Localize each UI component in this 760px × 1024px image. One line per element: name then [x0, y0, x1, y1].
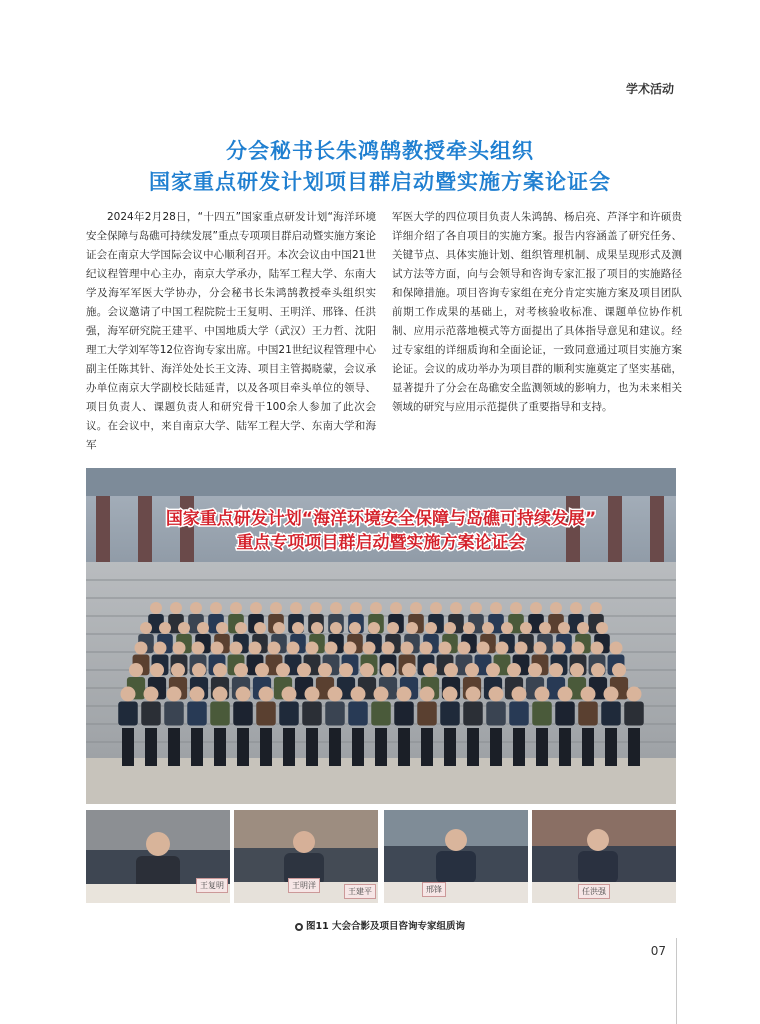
- expert-photo-4: [532, 810, 676, 903]
- crowd-person-head: [510, 602, 522, 614]
- crowd-person-head: [197, 622, 209, 634]
- crowd-person-legs: [191, 728, 203, 766]
- crowd-person-head: [328, 687, 343, 702]
- crowd-person-head: [439, 642, 452, 655]
- crowd-person-head: [572, 642, 585, 655]
- crowd-person-legs: [421, 728, 433, 766]
- crowd-person-head: [402, 663, 416, 677]
- crowd-person-legs: [605, 728, 617, 766]
- crowd-person-legs: [352, 728, 364, 766]
- crowd-person-head: [339, 663, 353, 677]
- crowd-person-head: [507, 663, 521, 677]
- crowd-person-head: [390, 602, 402, 614]
- crowd-person-head: [330, 602, 342, 614]
- crowd-person-head: [170, 602, 182, 614]
- crowd-person-head: [363, 642, 376, 655]
- crowd-person-head: [539, 622, 551, 634]
- crowd-person-head: [318, 663, 332, 677]
- crowd-person-head: [465, 663, 479, 677]
- crowd-person-head: [360, 663, 374, 677]
- crowd-person-head: [596, 622, 608, 634]
- crowd-person-head: [612, 663, 626, 677]
- crowd-person-head: [443, 687, 458, 702]
- expert-photo-2: [234, 810, 378, 903]
- crowd-person-head: [381, 663, 395, 677]
- crowd-person-legs: [490, 728, 502, 766]
- crowd-person-head: [401, 642, 414, 655]
- crowd-person-head: [558, 687, 573, 702]
- crowd-person-head: [482, 622, 494, 634]
- crowd-person-legs: [145, 728, 157, 766]
- crowd-person-head: [581, 687, 596, 702]
- crowd-person-head: [129, 663, 143, 677]
- banner-line-1: 国家重点研发计划“海洋环境安全保障与岛礁可持续发展”: [165, 509, 597, 529]
- crowd-person-head: [368, 622, 380, 634]
- name-card: 任洪强: [578, 884, 610, 899]
- crowd-person-head: [190, 602, 202, 614]
- crowd-person-head: [192, 663, 206, 677]
- crowd-person-body: [601, 702, 621, 726]
- article-column-left: 2024年2月28日，“十四五”国家重点研发计划“海洋环境安全保障与岛礁可持续发展”重点专项项目群启动暨实施方案论证会在南京大学国际会议中心顺利召开。本次会议由中国21世纪议程管理中心主办，南京大学承办，陆军工程大学、东南大学及海军军医大学协办，分会秘书长朱鸿鹄教授牵头组织实施。会议邀请了中国工程院院士王复明、王明洋、邢锋、任洪强，海军研究院王建平、中国地质大学（武汉）王力哲、沈阳理工大学刘军等12位咨询专家出席。中国21世纪议程管理中心副主任陈其针、海洋处处长王文涛、项目主管揭晓蒙，会议承办单位南京大学副校长陆延青，以及各项目牵头单位的领导、项目负责人、课题负责人和研究骨干100余人参加了此次会议。在会议中，来自南京大学、陆军工程大学、东南大学和海军: [86, 211, 376, 451]
- crowd-person-head: [496, 642, 509, 655]
- crowd-person-head: [259, 687, 274, 702]
- crowd-person-legs: [329, 728, 341, 766]
- crowd-person-legs: [513, 728, 525, 766]
- crowd-person-body: [210, 702, 230, 726]
- name-card: 王明洋: [288, 878, 320, 893]
- name-card: 邢锋: [422, 882, 446, 897]
- crowd-person-head: [230, 642, 243, 655]
- crowd-person-head: [250, 602, 262, 614]
- crowd-person-head: [167, 687, 182, 702]
- crowd-person-head: [477, 642, 490, 655]
- crowd-person-head: [520, 622, 532, 634]
- crowd-person-head: [553, 642, 566, 655]
- crowd-person-head: [591, 642, 604, 655]
- crowd-person-head: [406, 622, 418, 634]
- crowd-person-head: [463, 622, 475, 634]
- crowd-person-head: [444, 622, 456, 634]
- crowd-person-legs: [122, 728, 134, 766]
- crowd-person-legs: [559, 728, 571, 766]
- crowd-person-head: [501, 622, 513, 634]
- crowd-person-head: [534, 642, 547, 655]
- crowd-person-head: [325, 642, 338, 655]
- crowd-person-head: [351, 687, 366, 702]
- crowd-person-head: [344, 642, 357, 655]
- group-photo: [86, 468, 676, 804]
- crowd-person-head: [420, 642, 433, 655]
- crowd-person-body: [371, 702, 391, 726]
- crowd-person-head: [210, 602, 222, 614]
- crowd-person-head: [570, 663, 584, 677]
- crowd-person-legs: [260, 728, 272, 766]
- crowd-person-head: [591, 663, 605, 677]
- name-card: 王复明: [196, 878, 228, 893]
- crowd-person-body: [578, 702, 598, 726]
- crowd-person-body: [233, 702, 253, 726]
- crowd-person-body: [256, 702, 276, 726]
- crowd-person-head: [350, 602, 362, 614]
- crowd-person-head: [549, 663, 563, 677]
- crowd-person-legs: [467, 728, 479, 766]
- crowd-person-body: [187, 702, 207, 726]
- crowd-person-head: [604, 687, 619, 702]
- crowd-person-body: [486, 702, 506, 726]
- crowd-person-head: [410, 602, 422, 614]
- crowd-person-head: [450, 602, 462, 614]
- crowd-person-head: [382, 642, 395, 655]
- crowd-person-head: [577, 622, 589, 634]
- crowd-person-legs: [237, 728, 249, 766]
- crowd-person-head: [273, 622, 285, 634]
- crowd-person-head: [173, 642, 186, 655]
- title-line-2: 国家重点研发计划项目群启动暨实施方案论证会: [149, 170, 611, 194]
- title-line-1: 分会秘书长朱鸿鹄教授牵头组织: [226, 139, 534, 163]
- crowd-person-head: [374, 687, 389, 702]
- crowd-person-head: [387, 622, 399, 634]
- crowd-person-head: [305, 687, 320, 702]
- crowd-person-legs: [168, 728, 180, 766]
- crowd-person-head: [466, 687, 481, 702]
- crowd-person-head: [420, 687, 435, 702]
- crowd-person-head: [310, 602, 322, 614]
- figure-caption-text: 图11 大会合影及项目咨询专家组质询: [305, 921, 466, 932]
- crowd-person-head: [121, 687, 136, 702]
- crowd-person-head: [287, 642, 300, 655]
- crowd-person-legs: [375, 728, 387, 766]
- crowd-person-head: [558, 622, 570, 634]
- crowd-person-body: [509, 702, 529, 726]
- crowd-person-head: [397, 687, 412, 702]
- crowd-person-head: [255, 663, 269, 677]
- crowd-person-head: [290, 602, 302, 614]
- crowd-person-head: [192, 642, 205, 655]
- crowd-person-head: [444, 663, 458, 677]
- crowd-person-body: [394, 702, 414, 726]
- crowd-person-legs: [536, 728, 548, 766]
- crowd-person-body: [118, 702, 138, 726]
- crowd-person-head: [292, 622, 304, 634]
- crowd-person-head: [423, 663, 437, 677]
- crowd-person-legs: [283, 728, 295, 766]
- article-title: [80, 136, 680, 198]
- crowd-person-head: [230, 602, 242, 614]
- crowd-person-legs: [306, 728, 318, 766]
- crowd-person-head: [425, 622, 437, 634]
- crowd-person-head: [458, 642, 471, 655]
- crowd-person-body: [440, 702, 460, 726]
- crowd-person-head: [528, 663, 542, 677]
- crowd-person-head: [270, 602, 282, 614]
- crowd-person-body: [463, 702, 483, 726]
- crowd-person-head: [311, 622, 323, 634]
- expert-photo-3: [384, 810, 528, 903]
- crowd-person-head: [610, 642, 623, 655]
- name-card: 王建平: [344, 884, 376, 899]
- crowd-person-head: [135, 642, 148, 655]
- crowd-person-head: [530, 602, 542, 614]
- crowd-person-head: [489, 687, 504, 702]
- crowd-person-head: [140, 622, 152, 634]
- crowd-person-legs: [398, 728, 410, 766]
- crowd-person-head: [306, 642, 319, 655]
- crowd-person-head: [144, 687, 159, 702]
- crowd-person-head: [236, 687, 251, 702]
- crowd-person-head: [190, 687, 205, 702]
- crowd-person-head: [349, 622, 361, 634]
- caption-bullet-icon: [295, 923, 303, 931]
- crowd-person-head: [216, 622, 228, 634]
- banner-line-2: 重点专项项目群启动暨实施方案论证会: [236, 533, 526, 553]
- crowd-person-body: [164, 702, 184, 726]
- crowd-person-head: [512, 687, 527, 702]
- figure-caption: [0, 918, 760, 932]
- crowd-person-head: [515, 642, 528, 655]
- crowd-person-body: [555, 702, 575, 726]
- crowd-person-head: [178, 622, 190, 634]
- crowd-person-head: [254, 622, 266, 634]
- crowd-person-head: [150, 663, 164, 677]
- crowd-person-head: [550, 602, 562, 614]
- expert-photo-1: [86, 810, 230, 903]
- expert-photo-3-illustration: [384, 810, 528, 903]
- crowd-person-head: [213, 663, 227, 677]
- crowd-person-head: [154, 642, 167, 655]
- crowd-person-head: [150, 602, 162, 614]
- section-label: 学术活动: [625, 82, 674, 96]
- crowd-person-legs: [628, 728, 640, 766]
- crowd-person-head: [370, 602, 382, 614]
- crowd-person-head: [330, 622, 342, 634]
- crowd-person-body: [532, 702, 552, 726]
- crowd-person-head: [235, 622, 247, 634]
- crowd-person-head: [282, 687, 297, 702]
- crowd-person-head: [159, 622, 171, 634]
- crowd-person-body: [302, 702, 322, 726]
- crowd-person-legs: [214, 728, 226, 766]
- crowd-person-head: [570, 602, 582, 614]
- crowd-person-head: [171, 663, 185, 677]
- crowd-person-head: [470, 602, 482, 614]
- crowd-person-body: [417, 702, 437, 726]
- crowd-person-head: [297, 663, 311, 677]
- crowd-person-head: [211, 642, 224, 655]
- crowd-person-body: [348, 702, 368, 726]
- page-divider: [676, 938, 677, 1024]
- crowd-person-body: [624, 702, 644, 726]
- crowd-person-head: [249, 642, 262, 655]
- crowd-person-head: [535, 687, 550, 702]
- crowd-person-head: [490, 602, 502, 614]
- crowd-person-legs: [582, 728, 594, 766]
- crowd-person-head: [213, 687, 228, 702]
- crowd-person-head: [268, 642, 281, 655]
- crowd-person-legs: [444, 728, 456, 766]
- crowd-person-body: [325, 702, 345, 726]
- page-number: 07: [650, 944, 666, 958]
- group-photo-illustration: [86, 468, 676, 804]
- crowd-person-head: [627, 687, 642, 702]
- article-column-right: 军医大学的四位项目负责人朱鸿鹄、杨启亮、芦泽宇和许硕贵详细介绍了各自项目的实施方案。报告内容涵盖了研究任务、关键节点、具体实施计划、组织管理机制、成果呈现形式及测试方法等方面，向与会领导和咨询专家汇报了项目的实施路径和保障措施。项目咨询专家组在充分肯定实施方案及项目团队前期工作成果的基础上，对考核验收标准、课题单位协作机制、应用示范落地模式等方面提出了具体指导意见和建议。经过专家组的详细质询和全面论证，一致同意通过项目实施方案论证。会议的成功举办为项目群的顺利实施奠定了坚实基础，显著提升了分会在岛礁安全监测领域的影响力，也为未来相关领域的研究与应用示范提供了重要指导和支持。: [392, 211, 682, 413]
- crowd-person-head: [234, 663, 248, 677]
- crowd-person-body: [279, 702, 299, 726]
- crowd-person-head: [430, 602, 442, 614]
- crowd-person-head: [276, 663, 290, 677]
- crowd-person-body: [141, 702, 161, 726]
- crowd-person-head: [590, 602, 602, 614]
- crowd-person-head: [486, 663, 500, 677]
